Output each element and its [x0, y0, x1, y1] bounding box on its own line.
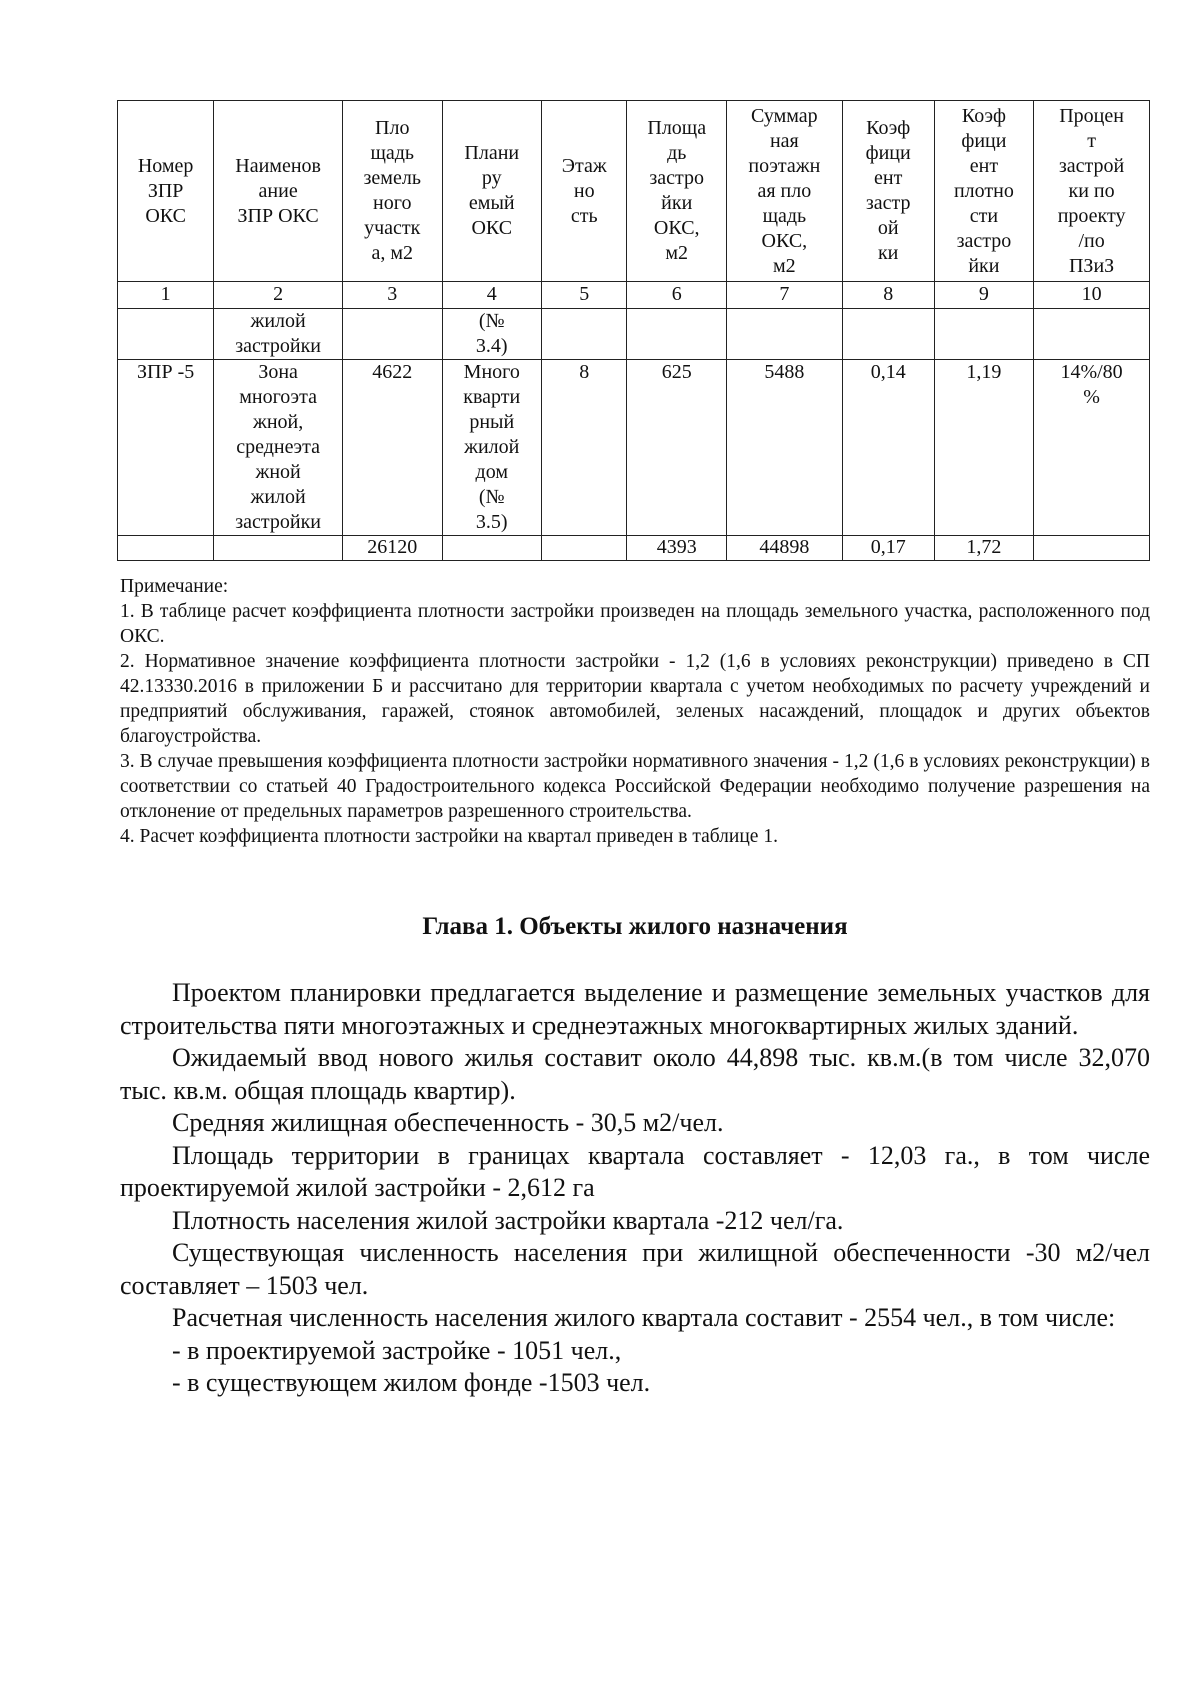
table-cell: [627, 309, 727, 360]
column-number: 7: [726, 282, 842, 309]
total-cell: [214, 536, 343, 561]
table-cell: 8: [542, 360, 627, 536]
header-cell: Плани ру емый ОКС: [442, 101, 542, 282]
table-cell: [934, 309, 1034, 360]
notes-heading: Примечание:: [120, 576, 229, 597]
table-cell: ЗПР -5: [118, 360, 214, 536]
total-cell: [542, 536, 627, 561]
header-cell: Коэф фици ент застр ой ки: [842, 101, 934, 282]
table-cell: 1,19: [934, 360, 1034, 536]
list-item: - в существующем жилом фонде -1503 чел.: [172, 1368, 651, 1397]
column-number: 10: [1034, 282, 1150, 309]
note-item: 2. Нормативное значение коэффициента плотности застройки - 1,2 (1,6 в условиях реконструкции) приведено в СП 42.13330.2016 в приложении Б и рассчитано для территории квартала с учетом необходимых по расчету учреждений и предприятий обслуживания, гаражей, стоянок автомобилей, зеленых насаждений, площадок и других объектов благоустройства.: [120, 651, 1150, 747]
table-cell: жилой застройки: [214, 309, 343, 360]
table-total-row: [118, 536, 1150, 561]
table-row: [118, 360, 1150, 536]
table-cell: 4622: [342, 360, 442, 536]
column-number: 5: [542, 282, 627, 309]
paragraph: Площадь территории в границах квартала составляет - 12,03 га., в том числе проектируемой жилой застройки - 2,612 га: [120, 1140, 1150, 1202]
note-item: 3. В случае превышения коэффициента плотности застройки нормативного значения - 1,2 (1,6 в условиях реконструкции) в соответствии со статьей 40 Градостроительного кодекса Российской Федерации необходимо получение разрешения на отклонение от предельных параметров разрешенного строительства.: [120, 751, 1150, 822]
paragraph: Ожидаемый ввод нового жилья составит около 44,898 тыс. кв.м.(в том числе 32,070 тыс. кв.м. общая площадь квартир).: [120, 1043, 1150, 1105]
paragraph: Проектом планировки предлагается выделение и размещение земельных участков для строительства пяти многоэтажных и среднеэтажных многоквартирных жилых зданий.: [120, 978, 1150, 1040]
total-cell: 4393: [627, 536, 727, 561]
header-cell: Процен т застрой ки по проекту /по ПЗиЗ: [1034, 101, 1150, 282]
total-cell: [1034, 536, 1150, 561]
total-cell: 44898: [726, 536, 842, 561]
column-number: 2: [214, 282, 343, 309]
table-cell: [542, 309, 627, 360]
total-cell: 0,17: [842, 536, 934, 561]
paragraph: Существующая численность населения при жилищной обеспеченности -30 м2/чел составляет – 1503 чел.: [120, 1238, 1150, 1300]
total-cell: 26120: [342, 536, 442, 561]
table-cell: Зона многоэта жной, среднеэта жной жилой застройки: [214, 360, 343, 536]
column-number-row: [118, 282, 1150, 309]
header-cell: Коэф фици ент плотно сти застро йки: [934, 101, 1034, 282]
column-number: 4: [442, 282, 542, 309]
paragraph: Средняя жилищная обеспеченность - 30,5 м2/чел.: [172, 1108, 724, 1137]
column-number: 1: [118, 282, 214, 309]
table-cell: (№ 3.4): [442, 309, 542, 360]
header-cell: Этаж но сть: [542, 101, 627, 282]
table-cell: [842, 309, 934, 360]
header-cell: Наименов ание ЗПР ОКС: [214, 101, 343, 282]
note-item: 1. В таблице расчет коэффициента плотности застройки произведен на площадь земельного участка, расположенного под ОКС.: [120, 601, 1150, 647]
table-cell: 14%/80 %: [1034, 360, 1150, 536]
table-cell: 5488: [726, 360, 842, 536]
table-cell: [726, 309, 842, 360]
table-cell: 625: [627, 360, 727, 536]
table-cell: Много кварти рный жилой дом (№ 3.5): [442, 360, 542, 536]
zpr-oks-table: [117, 100, 1150, 561]
table-row: [118, 309, 1150, 360]
column-number: 8: [842, 282, 934, 309]
paragraph: Плотность населения жилой застройки квартала -212 чел/га.: [172, 1205, 844, 1235]
paragraph: Расчетная численность населения жилого квартала составит - 2554 чел., в том числе:: [172, 1303, 1116, 1332]
column-number: 3: [342, 282, 442, 309]
table-cell: [118, 309, 214, 360]
total-cell: [118, 536, 214, 561]
table-cell: 0,14: [842, 360, 934, 536]
header-cell: Площа дь застро йки ОКС, м2: [627, 101, 727, 282]
header-cell: Суммар ная поэтажн ая пло щадь ОКС, м2: [726, 101, 842, 282]
total-cell: [442, 536, 542, 561]
header-cell: Пло щадь земель ного участк а, м2: [342, 101, 442, 282]
column-number: 6: [627, 282, 727, 309]
table-notes: [120, 574, 1150, 849]
column-number: 9: [934, 282, 1034, 309]
chapter-title: Глава 1. Объекты жилого назначения: [422, 913, 848, 940]
table-cell: [1034, 309, 1150, 360]
header-cell: Номер ЗПР ОКС: [118, 101, 214, 282]
list-item: - в проектируемой застройке - 1051 чел.,: [172, 1335, 622, 1365]
chapter-body: [120, 977, 1150, 1400]
total-cell: 1,72: [934, 536, 1034, 561]
note-item: 4. Расчет коэффициента плотности застройки на квартал приведен в таблице 1.: [120, 826, 778, 847]
table-header-row: [118, 101, 1150, 282]
table-cell: [342, 309, 442, 360]
